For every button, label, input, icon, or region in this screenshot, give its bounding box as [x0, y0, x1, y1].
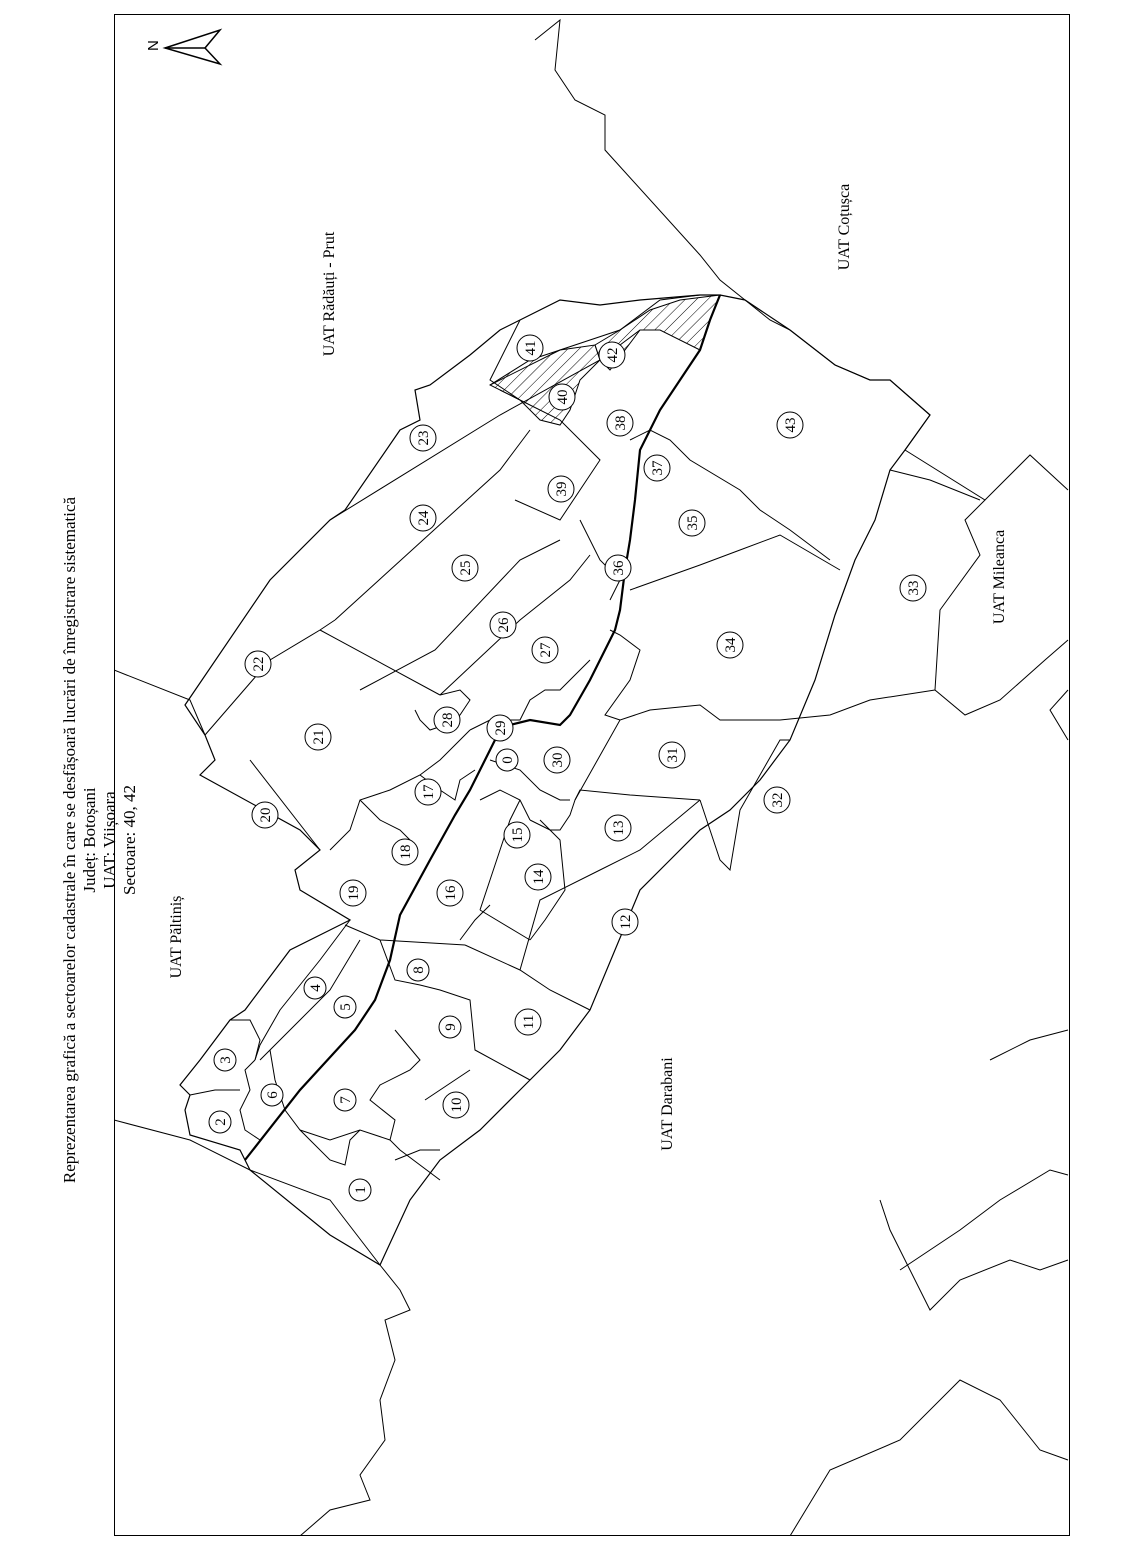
- sector-label-40: [549, 384, 575, 410]
- sector-number-5: 5: [338, 1003, 354, 1011]
- caption-sectors: Sectoare: 40, 42: [120, 785, 139, 895]
- sector-number-1: 1: [353, 1186, 369, 1194]
- caption-uat: UAT: Viișoara: [100, 791, 119, 889]
- sector-label-31: [659, 742, 685, 768]
- sector-label-9: [439, 1016, 461, 1038]
- sector-number-42: 42: [605, 347, 621, 363]
- sector-label-18: [392, 839, 418, 865]
- sector-number-15: 15: [510, 827, 526, 843]
- boundary-darabani-lower: [900, 1170, 1068, 1270]
- sector-number-13: 13: [611, 820, 627, 836]
- sector-label-24: [410, 505, 436, 531]
- sector-number-21: 21: [311, 729, 327, 745]
- sector-label-34: [717, 632, 743, 658]
- sector-number-27: 27: [538, 642, 554, 658]
- sector-number-35: 35: [685, 515, 701, 531]
- sector-label-5: [334, 996, 356, 1018]
- neighbor-label-darabani: UAT Darabani: [659, 1057, 676, 1151]
- sector-label-21: [305, 724, 331, 750]
- sector-number-7: 7: [338, 1096, 354, 1104]
- sector-label-32: [764, 787, 790, 813]
- sector-number-18: 18: [398, 844, 414, 860]
- sector-number-3: 3: [218, 1056, 234, 1064]
- sector-label-42: [599, 342, 625, 368]
- sector-number-26: 26: [496, 617, 512, 633]
- sector-label-11: [515, 1009, 541, 1035]
- sector-number-0: 0: [500, 756, 516, 764]
- sector-label-4: [304, 977, 326, 999]
- sector-number-10: 10: [449, 1097, 465, 1113]
- map-caption: [60, 300, 140, 1380]
- sector-label-29: [487, 715, 513, 741]
- sector-label-30: [544, 747, 570, 773]
- sector-number-39: 39: [554, 481, 570, 497]
- sector-number-4: 4: [308, 984, 324, 992]
- sector-label-39: [548, 476, 574, 502]
- sector-number-17: 17: [421, 784, 437, 800]
- sector-number-24: 24: [416, 510, 432, 526]
- sector-label-7: [334, 1089, 356, 1111]
- sector-40-hatch: [490, 345, 600, 425]
- boundary-southwest: [114, 1120, 380, 1265]
- sector-label-38: [607, 410, 633, 436]
- sector-label-10: [443, 1092, 469, 1118]
- boundary-darabani-south: [300, 1265, 410, 1536]
- sector-number-40: 40: [555, 389, 571, 405]
- sector-number-36: 36: [611, 560, 627, 576]
- neighbor-label-paltinis: UAT Păltiniș: [168, 895, 185, 979]
- sector-label-23: [410, 425, 436, 451]
- sector-number-23: 23: [416, 430, 432, 446]
- sector-label-6: [261, 1084, 283, 1106]
- sector-number-6: 6: [265, 1091, 281, 1099]
- boundary-mileanca-top: [905, 450, 1068, 500]
- sector-number-41: 41: [523, 340, 539, 356]
- sector-number-2: 2: [213, 1118, 229, 1126]
- sector-label-35: [679, 510, 705, 536]
- sector-number-25: 25: [458, 560, 474, 576]
- sector-number-22: 22: [251, 656, 267, 672]
- neighbor-label-mileanca: UAT Mileanca: [991, 529, 1008, 625]
- sector-label-16: [437, 880, 463, 906]
- caption-title: Reprezentarea grafică a sectoarelor cadastrale în care se desfășoară lucrări de înregistrare sistematică: [60, 496, 79, 1184]
- sector-number-28: 28: [440, 712, 456, 728]
- sector-number-9: 9: [443, 1023, 459, 1031]
- sector-number-12: 12: [618, 914, 634, 930]
- sector-label-36: [605, 555, 631, 581]
- sector-label-12: [612, 909, 638, 935]
- sector-number-32: 32: [770, 792, 786, 808]
- sector-label-15: [504, 822, 530, 848]
- sector-number-33: 33: [906, 580, 922, 596]
- neighbor-label-cotusca: UAT Coțușca: [836, 183, 853, 271]
- neighbor-label-radauti: UAT Rădăuți - Prut: [321, 231, 338, 357]
- sector-number-16: 16: [443, 885, 459, 901]
- sector-number-8: 8: [411, 966, 427, 974]
- sector-label-43: [777, 412, 803, 438]
- sector-label-13: [605, 815, 631, 841]
- sector-number-29: 29: [493, 720, 509, 736]
- sector-label-2: [209, 1111, 231, 1133]
- sector-label-0: [496, 749, 518, 771]
- north-arrow-icon: [165, 30, 220, 64]
- sector-label-25: [452, 555, 478, 581]
- sector-number-31: 31: [665, 747, 681, 763]
- sector-label-3: [214, 1049, 236, 1071]
- sector-label-27: [532, 637, 558, 663]
- sector-label-41: [517, 335, 543, 361]
- boundary-darabani-east: [880, 1200, 1068, 1310]
- sector-number-34: 34: [723, 637, 739, 653]
- sector-label-14: [525, 864, 551, 890]
- sector-label-37: [644, 455, 670, 481]
- boundary-east-lower: [1050, 690, 1068, 740]
- boundary-east-misc: [990, 1030, 1068, 1060]
- sector-label-20: [252, 802, 278, 828]
- sector-number-14: 14: [531, 869, 547, 885]
- boundary-outer-east: [745, 300, 930, 450]
- sector-number-30: 30: [550, 752, 566, 768]
- sector-label-26: [490, 612, 516, 638]
- sector-number-11: 11: [521, 1014, 537, 1030]
- sector-number-20: 20: [258, 807, 274, 823]
- sector-number-37: 37: [650, 460, 666, 476]
- boundary-radauti-cotusca: [535, 20, 745, 300]
- caption-county: Județ: Botoșani: [80, 787, 99, 893]
- sector-label-8: [407, 959, 429, 981]
- north-label: N: [145, 40, 162, 51]
- sector-label-19: [340, 880, 366, 906]
- sector-number-19: 19: [346, 885, 362, 901]
- sector-number-43: 43: [783, 417, 799, 433]
- sector-label-17: [415, 779, 441, 805]
- sector-label-22: [245, 651, 271, 677]
- sector-label-1: [349, 1179, 371, 1201]
- sector-number-38: 38: [613, 415, 629, 431]
- sector-label-33: [900, 575, 926, 601]
- boundary-south-east: [790, 1380, 1068, 1536]
- sector-label-28: [434, 707, 460, 733]
